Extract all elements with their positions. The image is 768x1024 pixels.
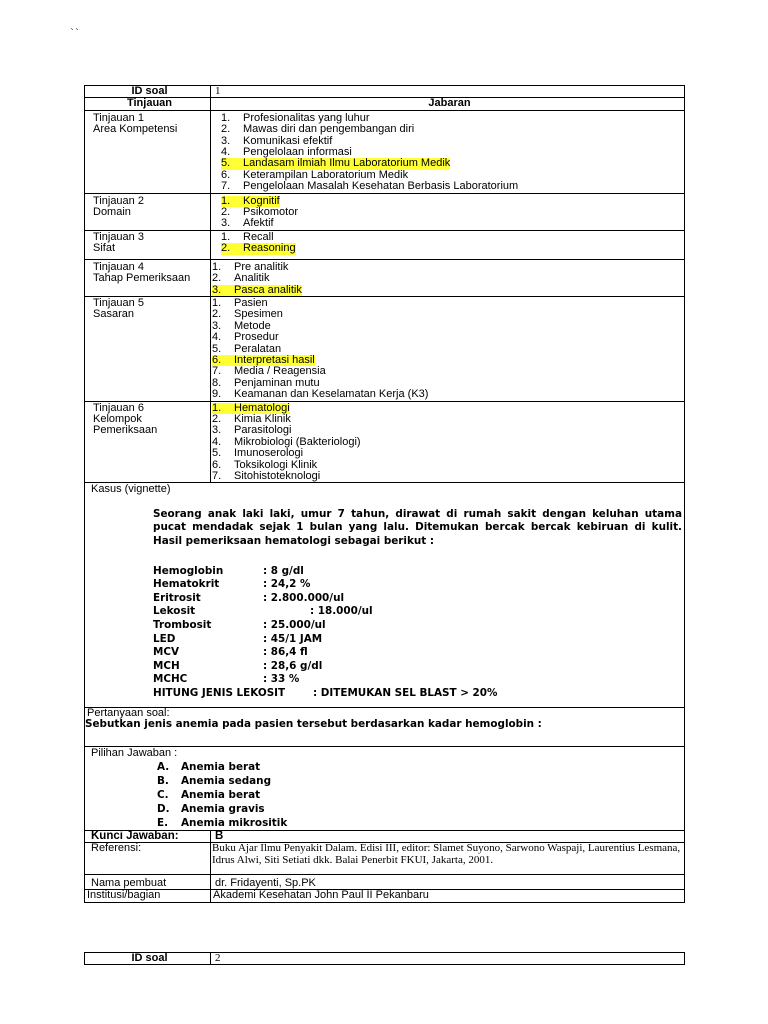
answer-choice	[157, 816, 684, 830]
lab-result-row	[153, 592, 682, 606]
item-text: Penjaminan mutu	[234, 376, 320, 389]
hitung-jenis-label: HITUNG JENIS LEKOSIT	[153, 686, 286, 699]
choice-letter: D.	[157, 802, 170, 815]
tinjauan-1-subtitle: Area Kompetensi	[93, 123, 178, 136]
pertanyaan-cell	[85, 707, 685, 747]
lab-result-row	[153, 578, 682, 592]
choice-letter: C.	[157, 788, 169, 801]
item-text: Komunikasi efektif	[243, 134, 333, 147]
item-number: 7.	[212, 365, 222, 378]
id-row-2	[85, 953, 685, 965]
lab-value: : 24,2 %	[263, 578, 311, 591]
sifat-list	[221, 232, 684, 255]
kunci-value: B	[211, 830, 685, 842]
kelompok-pemeriksaan-list	[212, 403, 684, 483]
lab-parameter: MCV	[153, 646, 180, 659]
item-number: 1.	[212, 403, 234, 414]
lab-result-row	[153, 633, 682, 647]
lab-result-row	[153, 619, 682, 633]
tinjauan-4-subtitle: Tahap Pemeriksaan	[93, 272, 191, 285]
choice-letter: A.	[157, 760, 170, 773]
area-kompetensi-item	[221, 124, 684, 135]
item-number: 5.	[221, 158, 243, 169]
tinjauan-6-title: Tinjauan 6	[93, 401, 144, 414]
page-corner-mark: ``	[70, 28, 80, 39]
item-text: Media / Reagensia	[234, 365, 326, 378]
pembuat-label: Nama pembuat	[85, 874, 211, 889]
item-number: 6.	[212, 458, 222, 471]
item-number: 3.	[221, 217, 231, 230]
lab-parameter: Eritrosit	[153, 591, 201, 604]
item-number: 5.	[212, 342, 222, 355]
id-value-2: 2	[211, 953, 685, 965]
pembuat-value: dr. Fridayenti, Sp.PK	[211, 874, 685, 889]
lab-result-row	[153, 565, 682, 579]
tinjauan-2-label	[85, 193, 211, 230]
sasaran-item	[212, 389, 684, 400]
lab-result-row	[153, 605, 682, 619]
lab-value: : 8 g/dl	[263, 564, 304, 577]
tinjauan-3-row	[85, 230, 685, 259]
lab-value: : 2.800.000/ul	[263, 591, 345, 604]
choice-text: Anemia mikrositik	[181, 816, 288, 829]
item-number: 3.	[212, 319, 222, 332]
kasus-label: Kasus (vignette)	[91, 483, 171, 496]
item-number: 2.	[221, 206, 231, 219]
tinjauan-5-row	[85, 296, 685, 401]
item-text: Recall	[243, 230, 274, 243]
sifat-item	[221, 243, 684, 254]
item-number: 3.	[221, 134, 231, 147]
pembuat-row	[85, 874, 685, 889]
tahap-item	[212, 262, 684, 273]
tinjauan-3-label	[85, 230, 211, 259]
item-number: 2.	[212, 412, 222, 425]
choice-text: Anemia sedang	[181, 774, 272, 787]
col-header-jabaran: Jabaran	[211, 98, 685, 110]
item-number: 1.	[221, 196, 243, 207]
area-kompetensi-list	[221, 113, 684, 193]
item-number: 3.	[212, 424, 222, 437]
kunci-label: Kunci Jawaban:	[85, 830, 211, 842]
item-text: Spesimen	[234, 308, 283, 321]
item-text: Kimia Klinik	[234, 412, 291, 425]
tinjauan-5-subtitle: Sasaran	[93, 308, 134, 321]
item-text: Pasca analitik	[234, 283, 302, 296]
item-number: 4.	[221, 146, 231, 159]
lab-parameter: MCHC	[153, 673, 188, 686]
tinjauan-6-subtitle: Kelompok	[93, 412, 142, 425]
tinjauan-5-label	[85, 296, 211, 401]
hitung-jenis-value: : DITEMUKAN SEL BLAST > 20%	[313, 686, 498, 699]
choice-text: Anemia gravis	[181, 802, 265, 815]
tinjauan-4-title: Tinjauan 4	[93, 260, 144, 273]
domain-item	[221, 207, 684, 218]
item-number: 1.	[221, 230, 231, 243]
id-row	[85, 86, 685, 98]
lab-value: : 45/1 JAM	[263, 632, 323, 645]
item-text: Keterampilan Laboratorium Medik	[243, 168, 409, 181]
pertanyaan-row	[85, 707, 685, 747]
pilihan-row	[85, 747, 685, 830]
item-number: 7.	[221, 180, 231, 193]
tinjauan-1-items	[211, 110, 685, 193]
item-number: 6.	[212, 355, 234, 366]
choice-letter: E.	[157, 816, 169, 829]
sasaran-item	[212, 321, 684, 332]
item-text: Hematologi	[234, 401, 290, 414]
lab-value: : 28,6 g/dl	[263, 659, 323, 672]
item-number: 2.	[212, 272, 222, 285]
item-text: Toksikologi Klinik	[234, 458, 318, 471]
tinjauan-3-title: Tinjauan 3	[93, 230, 144, 243]
item-text: Sitohistoteknologi	[234, 470, 321, 482]
lab-parameter: Trombosit	[153, 618, 212, 631]
item-number: 3.	[212, 285, 234, 296]
id-label-2: ID soal	[85, 953, 211, 965]
tinjauan-3-subtitle: Sifat	[93, 242, 116, 255]
tinjauan-3-items	[211, 230, 685, 259]
tinjauan-6-row	[85, 401, 685, 483]
item-number: 1.	[212, 260, 222, 273]
item-number: 2.	[221, 123, 231, 136]
tinjauan-6-items	[211, 401, 685, 483]
kasus-cell	[85, 483, 685, 707]
item-number: 8.	[212, 376, 222, 389]
choice-text: Anemia berat	[181, 788, 261, 801]
referensi-label: Referensi:	[85, 843, 211, 875]
choice-letter: B.	[157, 774, 169, 787]
answer-choice	[157, 774, 684, 788]
answer-choices-list	[157, 760, 684, 830]
header-row	[85, 98, 685, 110]
item-text: Peralatan	[234, 342, 282, 355]
item-number: 4.	[212, 331, 222, 344]
id-label: ID soal	[85, 86, 211, 98]
lab-value: : 18.000/ul	[310, 605, 373, 618]
kasus-body	[153, 508, 682, 701]
item-text: Prosedur	[234, 331, 279, 344]
pertanyaan-label: Pertanyaan soal:	[87, 706, 170, 719]
item-text: Pasien	[234, 296, 268, 309]
tinjauan-5-items	[211, 296, 685, 401]
kelompok-item	[212, 471, 684, 482]
tinjauan-1-title: Tinjauan 1	[93, 111, 144, 124]
kasus-row	[85, 483, 685, 707]
item-number: 2.	[221, 243, 243, 254]
tinjauan-5-title: Tinjauan 5	[93, 296, 144, 309]
item-text: Psikomotor	[243, 206, 299, 219]
lab-parameter: MCH	[153, 659, 180, 672]
domain-list	[221, 196, 684, 230]
lab-parameter: Hemoglobin	[153, 564, 224, 577]
item-number: 7.	[212, 470, 222, 482]
item-text: Mawas diri dan pengembangan diri	[243, 123, 415, 136]
sasaran-item	[212, 332, 684, 343]
lab-result-row	[153, 660, 682, 674]
answer-choice	[157, 760, 684, 774]
lab-results-list	[153, 565, 682, 687]
lab-parameter: LED	[153, 632, 176, 645]
pilihan-cell	[85, 747, 685, 830]
sasaran-list	[212, 298, 684, 401]
sasaran-item	[212, 309, 684, 320]
referensi-value: Buku Ajar Ilmu Penyakit Dalam. Edisi III, editor: Slamet Suyono, Sarwono Waspaji, Laurentius Lesmana, Idrus Alwi, Siti Setiati dkk. Balai Penerbit FKUI, Jakarta, 2001.	[211, 843, 685, 875]
tinjauan-6-label	[85, 401, 211, 483]
item-text: Profesionalitas yang luhur	[243, 111, 370, 124]
item-text: Mikrobiologi (Bakteriologi)	[234, 435, 361, 448]
item-text: Parasitologi	[234, 424, 292, 437]
item-text: Landasam ilmiah Ilmu Laboratorium Medik	[243, 157, 451, 170]
answer-choice	[157, 802, 684, 816]
item-number: 1.	[221, 111, 231, 124]
lab-parameter: Hematokrit	[153, 578, 220, 591]
lab-value: : 33 %	[263, 673, 300, 686]
answer-choice	[157, 788, 684, 802]
tinjauan-4-items	[211, 259, 685, 296]
id-value: 1	[211, 86, 685, 98]
item-number: 9.	[212, 388, 222, 401]
tinjauan-2-row	[85, 193, 685, 230]
item-text: Metode	[234, 319, 271, 332]
tahap-item	[212, 285, 684, 296]
item-text: Reasoning	[243, 242, 296, 255]
kelompok-item	[212, 448, 684, 459]
institusi-value: Akademi Kesehatan John Paul II Pekanbaru	[211, 890, 685, 902]
item-number: 2.	[212, 308, 222, 321]
pilihan-label: Pilihan Jawaban :	[91, 747, 178, 760]
kunci-row	[85, 830, 685, 842]
tinjauan-1-row	[85, 110, 685, 193]
institusi-row	[85, 890, 685, 902]
item-number: 6.	[221, 168, 231, 181]
tinjauan-4-label	[85, 259, 211, 296]
item-text: Analitik	[234, 272, 270, 285]
tinjauan-2-title: Tinjauan 2	[93, 194, 144, 207]
item-number: 4.	[212, 435, 222, 448]
item-text: Pengelolaan informasi	[243, 146, 352, 159]
item-text: Interpretasi hasil	[234, 353, 315, 366]
item-text: Keamanan dan Keselamatan Kerja (K3)	[234, 388, 429, 401]
institusi-label: Institusi/bagian	[85, 890, 211, 902]
question-sheet-1	[84, 85, 685, 903]
item-number: 5.	[212, 447, 222, 460]
hitung-jenis-row	[153, 687, 682, 701]
tahap-pemeriksaan-list	[212, 262, 684, 296]
lab-value: : 25.000/ul	[263, 618, 326, 631]
lab-result-row	[153, 673, 682, 687]
item-text: Afektif	[243, 217, 274, 230]
tinjauan-4-row	[85, 259, 685, 296]
tinjauan-6-subtitle-2: Pemeriksaan	[93, 424, 158, 437]
item-text: Pengelolaan Masalah Kesehatan Berbasis Laboratorium	[243, 180, 519, 193]
pertanyaan-text: Sebutkan jenis anemia pada pasien tersebut berdasarkan kadar hemoglobin :	[85, 717, 542, 730]
item-text: Imunoserologi	[234, 447, 304, 460]
kasus-paragraph: Seorang anak laki laki, umur 7 tahun, dirawat di rumah sakit dengan keluhan utama pucat mendadak sejak 1 bulan yang lalu. Ditemukan bercak bercak kebiruan di kulit. Hasil pemeriksaan hematologi sebagai berikut :	[153, 507, 682, 547]
item-text: Kognitif	[243, 194, 280, 207]
domain-item	[221, 218, 684, 229]
tinjauan-1-label	[85, 110, 211, 193]
tinjauan-2-subtitle: Domain	[93, 206, 131, 219]
lab-parameter: Lekosit	[153, 605, 196, 618]
choice-text: Anemia berat	[181, 760, 261, 773]
tinjauan-2-items	[211, 193, 685, 230]
lab-result-row	[153, 646, 682, 660]
item-text: Pre analitik	[234, 260, 289, 273]
tahap-item	[212, 273, 684, 284]
lab-value: : 86,4 fl	[263, 646, 308, 659]
area-kompetensi-item	[221, 181, 684, 192]
col-header-tinjauan: Tinjauan	[85, 98, 211, 110]
item-number: 1.	[212, 296, 222, 309]
question-sheet-2	[84, 952, 685, 965]
referensi-row	[85, 843, 685, 875]
